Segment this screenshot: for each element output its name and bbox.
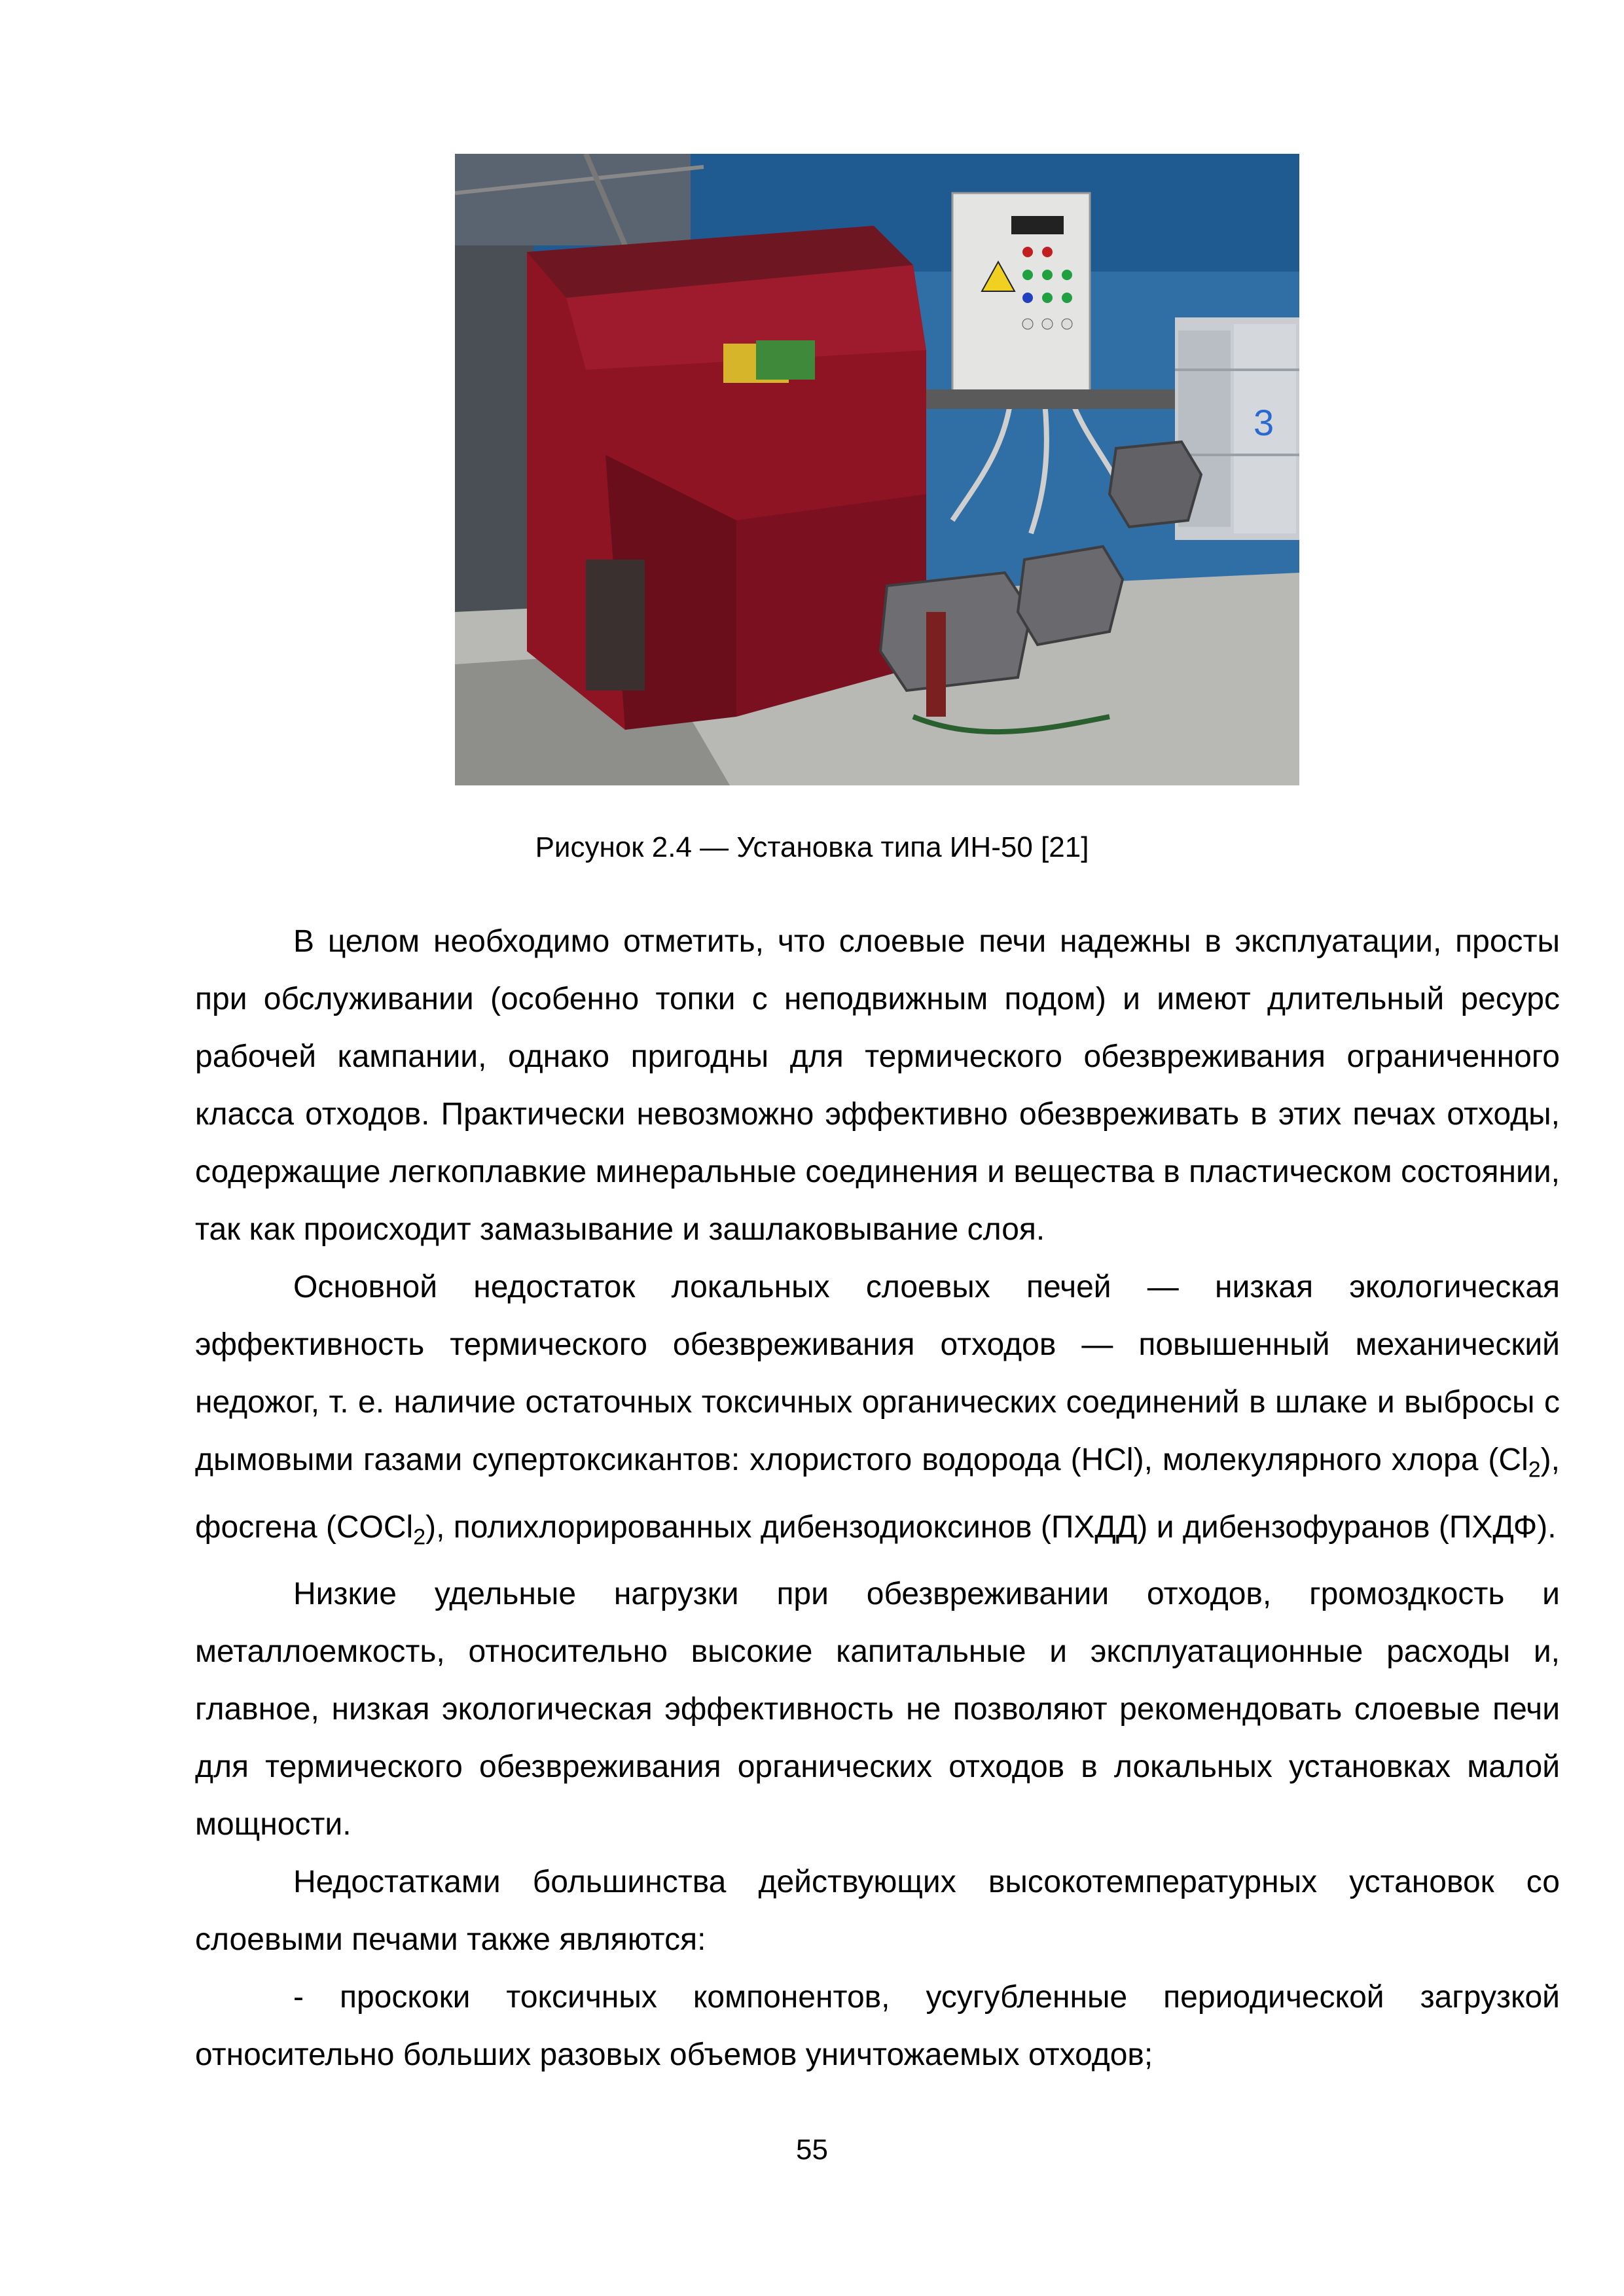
paragraph-text: ), фосгена (COCl: [195, 1443, 1560, 1545]
figure-caption: Рисунок 2.4 — Установка типа ИН-50 [21]: [535, 831, 1089, 863]
subscript: 2: [1528, 1457, 1541, 1482]
furnace-photo: [455, 154, 1299, 785]
page-number: 55: [796, 2134, 828, 2166]
paragraph: Недостатками большинства действующих высокотемпературных установок со слоевыми печами также являются:: [195, 1865, 1560, 1958]
paragraph: Низкие удельные нагрузки при обезвреживании отходов, громоздкость и металлоемкость, относительно высокие капитальные и эксплуатационные расходы и, главное, низкая экологическая эффективность не позволяют рекомендовать слоевые печи для термического обезвреживания органических отходов в локальных установках малой мощности.: [195, 1577, 1560, 1842]
subscript: 2: [413, 1524, 426, 1550]
body-text: [195, 913, 1560, 2084]
paragraph: [195, 1259, 1560, 1566]
paragraph-text: ), полихлорированных дибензодиоксинов (ПХДД) и дибензофуранов (ПХДФ).: [425, 1509, 1557, 1545]
paragraph: В целом необходимо отметить, что слоевые печи надежны в эксплуатации, просты при обслуживании (особенно топки с неподвижным подом) и имеют длительный ресурс рабочей кампании, однако пригодны для термического обезвреживания ограниченного класса отходов. Практически невозможно эффективно обезвреживать в этих печах отходы, содержащие легкоплавкие минеральные соединения и вещества в пластическом состоянии, так как происходит замазывание и зашлаковывание слоя.: [195, 924, 1560, 1247]
paragraph-text: Основной недостаток локальных слоевых печей — низкая экологическая эффективность термического обезвреживания отходов — повышенный механический недожог, т. е. наличие остаточных токсичных органических соединений в шлаке и выбросы с дымовыми газами супертоксикантов: хлористого водорода (HCl), молекулярного хлора (Cl: [195, 1270, 1560, 1477]
barrel-label: 3: [1254, 402, 1274, 443]
list-item: - проскоки токсичных компонентов, усугубленные периодической загрузкой относительно больших разовых объемов уничтожаемых отходов;: [195, 1980, 1560, 2073]
